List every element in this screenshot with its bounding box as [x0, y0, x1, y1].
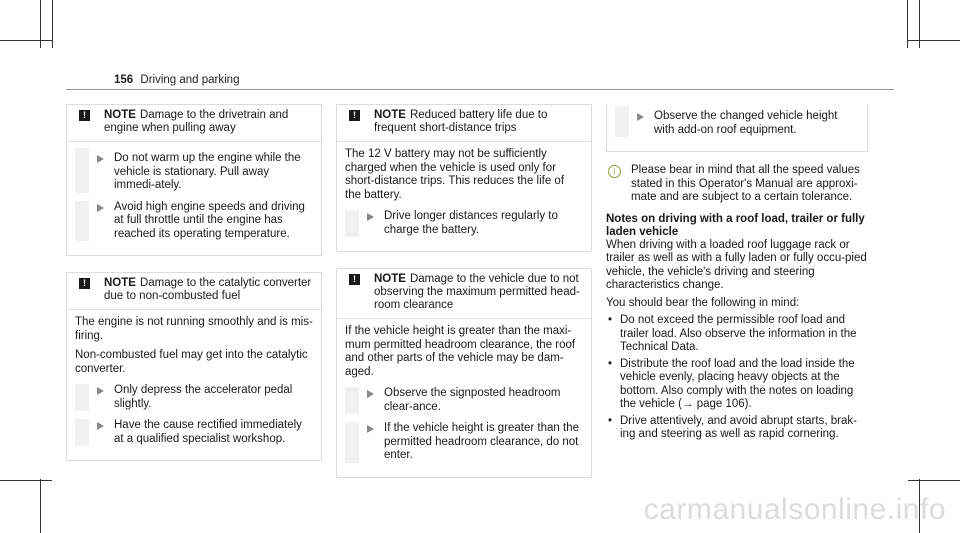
- note-label: NOTE: [104, 109, 136, 121]
- crop-mark: [52, 0, 53, 48]
- note-title: Damage to the vehicle due to not observing the maximum permitted head-room clearance: [374, 273, 580, 311]
- section-heading: Notes on driving with a roof load, trailer or fully laden vehicle: [606, 212, 865, 238]
- header-rule: [66, 89, 894, 90]
- note-box-continued: [606, 104, 868, 152]
- note-title: Damage to the drivetrain and engine when pulling away: [104, 109, 289, 134]
- step-arrow-icon: [367, 213, 374, 221]
- step: Have the cause rectified immediately at a qualified specialist workshop.: [75, 419, 313, 446]
- step-arrow-icon: [97, 387, 104, 395]
- step-arrow-icon: [97, 422, 104, 430]
- step: Do not warm up the engine while the vehicle is stationary. Pull away immedi-ately.: [75, 148, 313, 193]
- paragraph: You should bear the following in mind:: [606, 296, 800, 309]
- step: Observe the changed vehicle height with add-on roof equipment.: [615, 106, 859, 137]
- note-label: NOTE: [374, 273, 406, 285]
- step-arrow-icon: [97, 155, 104, 163]
- note-label: NOTE: [104, 277, 136, 289]
- step: Only depress the accelerator pedal slightly.: [75, 384, 313, 411]
- warning-icon: !: [349, 274, 360, 285]
- note-label: NOTE: [374, 109, 406, 121]
- note-box-battery: [336, 104, 592, 252]
- note-box-drivetrain: [66, 104, 322, 256]
- crop-mark: [907, 0, 908, 48]
- crop-mark: [0, 480, 52, 481]
- paragraph: If the vehicle height is greater than the maxi-mum permitted headroom clearance, the roof and other parts of the vehicle may be dam-aged.: [345, 325, 576, 378]
- page-header: [114, 74, 239, 86]
- paragraph: The 12 V battery may not be sufficiently charged when the vehicle is used only for short-distance trips. This reduces the life of the battery.: [345, 148, 565, 201]
- left-column: [66, 104, 322, 477]
- note-title: Damage to the catalytic converter due to non-combusted fuel: [104, 277, 312, 302]
- list-item: • Distribute the roof load and the load inside the vehicle evenly, placing heavy objects at the bottom. Also comply with the notes on loading the vehicle (→ page 106).: [606, 358, 868, 412]
- warning-icon: !: [79, 278, 90, 289]
- crop-mark: [40, 479, 41, 533]
- step-arrow-icon: [367, 425, 374, 433]
- crop-mark: [0, 40, 52, 41]
- info-icon: i: [608, 165, 621, 178]
- warning-icon: !: [349, 110, 360, 121]
- note-title: Reduced battery life due to frequent short-distance trips: [374, 109, 548, 134]
- list-item: • Do not exceed the permissible roof load and trailer load. Also observe the information in the Technical Data.: [606, 314, 868, 355]
- info-note: i Please bear in mind that all the speed values stated in this Operator's Manual are approxi-mate and are subject to a certain tolerance.: [606, 164, 868, 205]
- page-number: 156: [114, 74, 134, 86]
- step-arrow-icon: [97, 204, 104, 212]
- paragraph: When driving with a loaded roof luggage rack or trailer as well as with a fully laden or fully occu-pied vehicle, the vehicle's driving and steering characteristics change.: [606, 238, 867, 291]
- bullet-list: [606, 314, 868, 442]
- step: Avoid high engine speeds and driving at full throttle until the engine has reached its operating temperature.: [75, 201, 313, 242]
- paragraph: The engine is not running smoothly and is mis-firing.: [75, 316, 313, 342]
- note-box-headroom: [336, 268, 592, 478]
- step: Observe the signposted headroom clear-ance.: [345, 387, 583, 414]
- step: Drive longer distances regularly to charge the battery.: [345, 210, 583, 237]
- right-column: [606, 104, 868, 445]
- paragraph: Non-combusted fuel may get into the catalytic converter.: [75, 349, 308, 375]
- list-item: • Drive attentively, and avoid abrupt starts, brak-ing and steering as well as rapid cornering.: [606, 415, 868, 442]
- step-arrow-icon: [637, 113, 644, 121]
- crop-mark: [908, 40, 960, 41]
- middle-column: [336, 104, 592, 494]
- section-title: Driving and parking: [140, 74, 240, 86]
- step: If the vehicle height is greater than the permitted headroom clearance, do not enter.: [345, 422, 583, 463]
- crop-mark: [908, 480, 960, 481]
- warning-icon: !: [79, 110, 90, 121]
- note-box-catalytic: [66, 272, 322, 461]
- step-arrow-icon: [367, 390, 374, 398]
- watermark: carmanualsonline.info: [643, 493, 946, 526]
